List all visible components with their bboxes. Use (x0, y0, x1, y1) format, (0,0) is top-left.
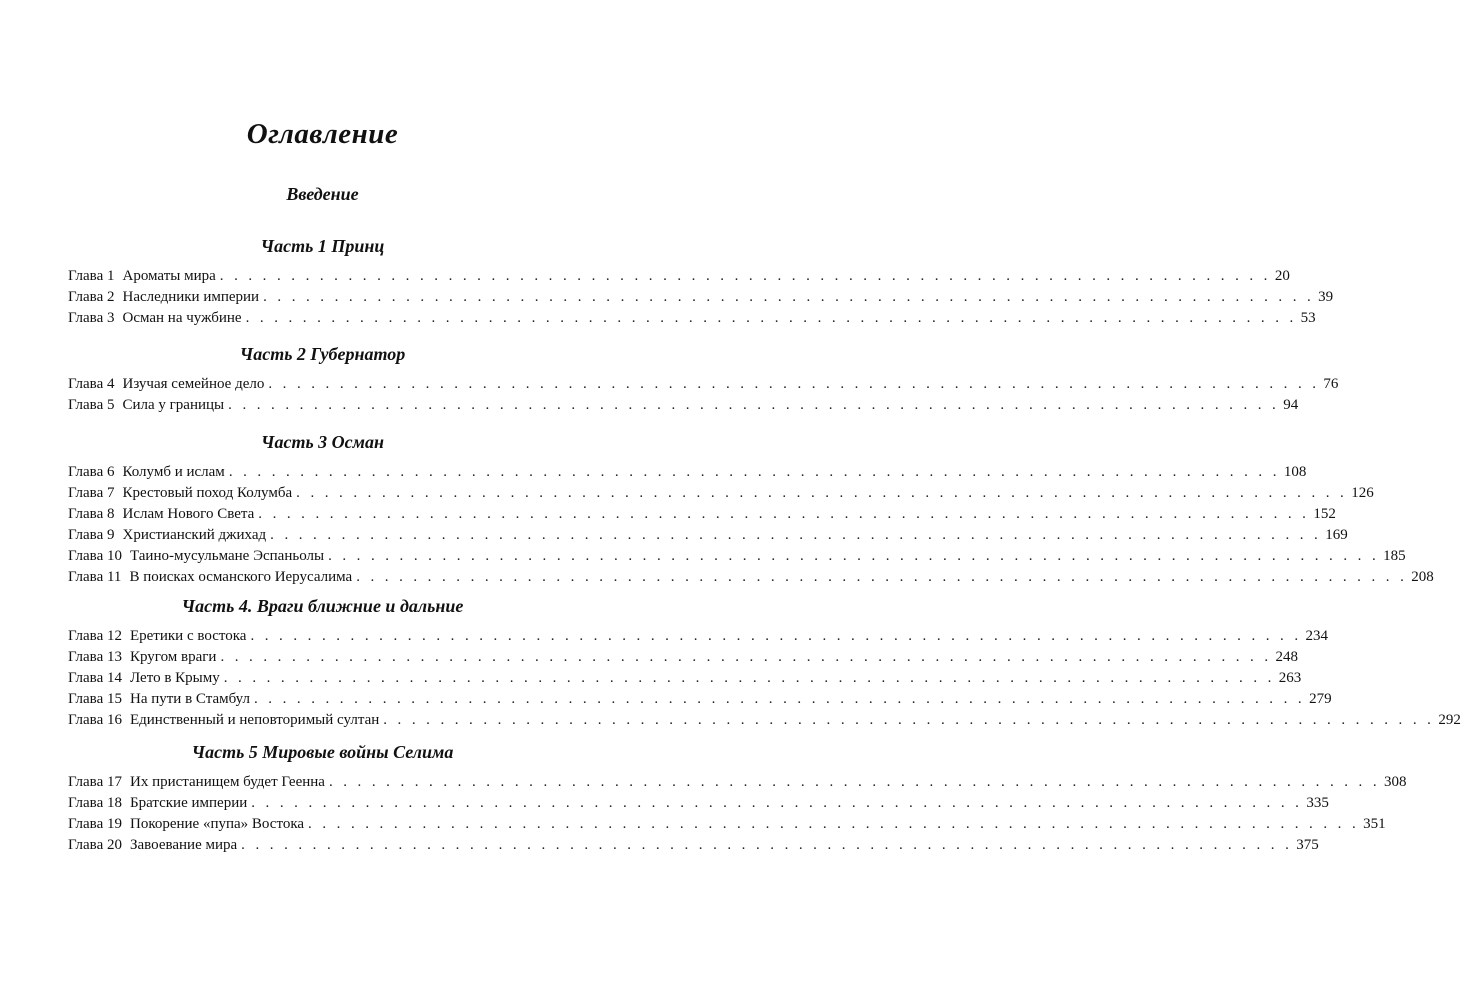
toc-row (68, 712, 1461, 732)
page-number: 248 (1275, 649, 1299, 665)
chapter-name: Колумб и ислам (122, 464, 225, 480)
page-number: 76 (1323, 376, 1339, 392)
chapter-name: Еретики с востока (129, 628, 247, 644)
chapter-label: Глава 20 (68, 837, 122, 853)
page-number: 152 (1313, 506, 1336, 522)
toc-row (68, 649, 1299, 669)
chapter-label: Глава 19 (68, 816, 122, 832)
page-number: 169 (1325, 527, 1348, 543)
part-1-title: Часть 1 Принц (260, 236, 385, 256)
page-number: 279 (1309, 691, 1332, 707)
chapter-name: Единственный и неповторимый султан (129, 712, 380, 728)
dot-leader: . . . . . . . . . . . . . . . . . . . . . . . . . . . . . . . . . . . . . . . . . . . . . . . . . . . . . . . . . . . . . . . . . . . . . . . . . . (308, 816, 1360, 832)
chapter-label: Глава 4 (68, 376, 115, 392)
chapter-label: Глава 18 (68, 795, 122, 811)
toc-row (68, 569, 1434, 589)
chapter-name: Изучая семейное дело (122, 376, 265, 392)
chapter-name: Лето в Крыму (129, 670, 220, 686)
page-number: 375 (1296, 837, 1319, 853)
chapter-name: Братские империи (129, 795, 248, 811)
dot-leader: . . . . . . . . . . . . . . . . . . . . . . . . . . . . . . . . . . . . . . . . . . . . . . . . . . . . . . . . . . . . . . . . . . . . . . . . . . (270, 527, 1322, 543)
dot-leader: . . . . . . . . . . . . . . . . . . . . . . . . . . . . . . . . . . . . . . . . . . . . . . . . . . . . . . . . . . . . . . . . . . . . . . . . . . (328, 774, 1381, 790)
toc-row (68, 506, 1336, 526)
intro-heading: Введение (286, 184, 359, 204)
dot-leader: . . . . . . . . . . . . . . . . . . . . . . . . . . . . . . . . . . . . . . . . . . . . . . . . . . . . . . . . . . . . . . . . . . . . . . . . . . (220, 649, 1272, 665)
chapter-name: Христианский джихад (122, 527, 267, 543)
dot-leader: . . . . . . . . . . . . . . . . . . . . . . . . . . . . . . . . . . . . . . . . . . . . . . . . . . . . . . . . . . . . . . . . . . . . . . . . . . (383, 712, 1435, 728)
page-number: 208 (1411, 569, 1434, 585)
chapter-name: Ароматы мира (122, 268, 216, 284)
dot-leader: . . . . . . . . . . . . . . . . . . . . . . . . . . . . . . . . . . . . . . . . . . . . . . . . . . . . . . . . . . . . . . . . . . . . . . . . . . (268, 376, 1320, 392)
chapter-name: На пути в Стамбул (129, 691, 250, 707)
chapter-label: Глава 1 (68, 268, 115, 284)
dot-leader: . . . . . . . . . . . . . . . . . . . . . . . . . . . . . . . . . . . . . . . . . . . . . . . . . . . . . . . . . . . . . . . . . . . . . . . . . . (258, 506, 1310, 522)
toc-row (68, 628, 1329, 648)
part-2-title: Часть 2 Губернатор (239, 344, 406, 364)
toc-row (68, 691, 1332, 711)
chapter-name: Ислам Нового Света (122, 506, 255, 522)
chapter-label: Глава 15 (68, 691, 122, 707)
chapter-name: Таино-мусульмане Эспаньолы (129, 548, 325, 564)
toc-row (68, 795, 1329, 815)
chapter-label: Глава 14 (68, 670, 122, 686)
dot-leader: . . . . . . . . . . . . . . . . . . . . . . . . . . . . . . . . . . . . . . . . . . . . . . . . . . . . . . . . . . . . . . . . . . . . . . . . . . (263, 289, 1315, 305)
page-number: 335 (1306, 795, 1329, 811)
page-number: 292 (1438, 712, 1461, 728)
page-number: 20 (1274, 268, 1290, 284)
dot-leader: . . . . . . . . . . . . . . . . . . . . . . . . . . . . . . . . . . . . . . . . . . . . . . . . . . . . . . . . . . . . . . . . . . . . . . . . . . (356, 569, 1408, 585)
toc-row (68, 816, 1386, 836)
dot-leader: . . . . . . . . . . . . . . . . . . . . . . . . . . . . . . . . . . . . . . . . . . . . . . . . . . . . . . . . . . . . . . . . . . . . . . . . . . (251, 795, 1303, 811)
dot-leader: . . . . . . . . . . . . . . . . . . . . . . . . . . . . . . . . . . . . . . . . . . . . . . . . . . . . . . . . . . . . . . . . . . . . . . . . . . (328, 548, 1380, 564)
toc-row (68, 837, 1319, 857)
chapter-name: Сила у границы (122, 397, 225, 413)
chapter-name: Наследники империи (122, 289, 260, 305)
toc-row (68, 485, 1374, 505)
page-number: 108 (1283, 464, 1307, 480)
page-number: 126 (1351, 485, 1374, 501)
dot-leader: . . . . . . . . . . . . . . . . . . . . . . . . . . . . . . . . . . . . . . . . . . . . . . . . . . . . . . . . . . . . . . . . . . . . . . . . . . (223, 670, 1275, 686)
chapter-label: Глава 11 (68, 569, 122, 585)
chapter-label: Глава 13 (68, 649, 122, 665)
toc-row (68, 376, 1339, 396)
chapter-name: Завоевание мира (129, 837, 238, 853)
part-4-title: Часть 4. Враги ближние и дальние (181, 596, 464, 616)
chapter-name: В поисках османского Иерусалима (129, 569, 353, 585)
chapter-name: Покорение «пупа» Востока (129, 816, 305, 832)
page-number: 94 (1283, 397, 1299, 413)
dot-leader: . . . . . . . . . . . . . . . . . . . . . . . . . . . . . . . . . . . . . . . . . . . . . . . . . . . . . . . . . . . . . . . . . . . . . . . . . . (228, 397, 1280, 413)
chapter-label: Глава 2 (68, 289, 115, 305)
chapter-label: Глава 6 (68, 464, 115, 480)
page-number: 185 (1383, 548, 1406, 564)
toc-row (68, 397, 1299, 417)
chapter-label: Глава 5 (68, 397, 115, 413)
toc-row (68, 268, 1290, 288)
toc-row (68, 670, 1302, 690)
part-5-title: Часть 5 Мировые войны Селима (191, 742, 454, 762)
chapter-label: Глава 7 (68, 485, 115, 501)
toc-row (68, 527, 1348, 547)
dot-leader: . . . . . . . . . . . . . . . . . . . . . . . . . . . . . . . . . . . . . . . . . . . . . . . . . . . . . . . . . . . . . . . . . . . . . . . . . . (228, 464, 1280, 480)
dot-leader: . . . . . . . . . . . . . . . . . . . . . . . . . . . . . . . . . . . . . . . . . . . . . . . . . . . . . . . . . . . . . . . . . . . . . . . . . . (245, 310, 1297, 326)
chapter-label: Глава 16 (68, 712, 122, 728)
page-number: 234 (1305, 628, 1329, 644)
chapter-label: Глава 12 (68, 628, 122, 644)
toc-row (68, 464, 1307, 484)
page-number: 39 (1318, 289, 1334, 305)
dot-leader: . . . . . . . . . . . . . . . . . . . . . . . . . . . . . . . . . . . . . . . . . . . . . . . . . . . . . . . . . . . . . . . . . . . . . . . . . . (219, 268, 1271, 284)
chapter-name: Осман на чужбине (122, 310, 242, 326)
chapter-name: Их пристанищем будет Геенна (129, 774, 325, 790)
dot-leader: . . . . . . . . . . . . . . . . . . . . . . . . . . . . . . . . . . . . . . . . . . . . . . . . . . . . . . . . . . . . . . . . . . . . . . . . . . (296, 485, 1348, 501)
page-number: 53 (1300, 310, 1316, 326)
toc-row (68, 289, 1334, 309)
toc-row (68, 310, 1316, 330)
chapter-name: Кругом враги (129, 649, 217, 665)
dot-leader: . . . . . . . . . . . . . . . . . . . . . . . . . . . . . . . . . . . . . . . . . . . . . . . . . . . . . . . . . . . . . . . . . . . . . . . . . . (254, 691, 1306, 707)
page-number: 308 (1384, 774, 1407, 790)
chapter-label: Глава 9 (68, 527, 115, 543)
page-number: 351 (1363, 816, 1386, 832)
chapter-name: Крестовый поход Колумба (122, 485, 293, 501)
toc-row (68, 774, 1407, 794)
page-title: Оглавление (246, 118, 399, 150)
dot-leader: . . . . . . . . . . . . . . . . . . . . . . . . . . . . . . . . . . . . . . . . . . . . . . . . . . . . . . . . . . . . . . . . . . . . . . . . . . (241, 837, 1293, 853)
toc-row (68, 548, 1406, 568)
part-3-title: Часть 3 Осман (261, 432, 384, 452)
chapter-label: Глава 10 (68, 548, 122, 564)
dot-leader: . . . . . . . . . . . . . . . . . . . . . . . . . . . . . . . . . . . . . . . . . . . . . . . . . . . . . . . . . . . . . . . . . . . . . . . . . . (250, 628, 1302, 644)
chapter-label: Глава 17 (68, 774, 122, 790)
page-number: 263 (1278, 670, 1302, 686)
chapter-label: Глава 3 (68, 310, 115, 326)
chapter-label: Глава 8 (68, 506, 115, 522)
